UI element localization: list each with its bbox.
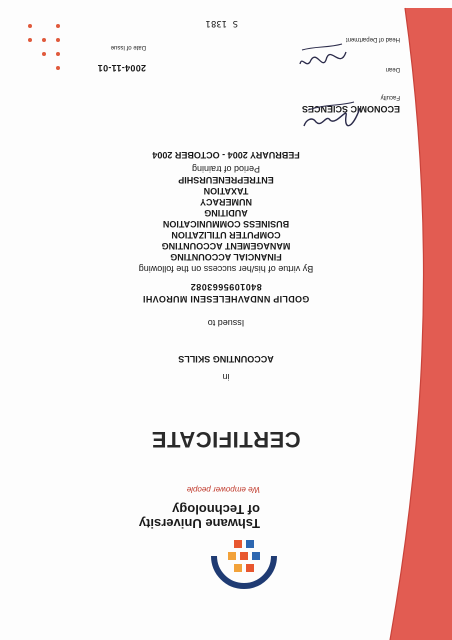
id-number: 8401095663082 <box>190 282 262 292</box>
date-of-issue-value: 2004-11-01 <box>97 63 146 73</box>
dot <box>42 52 46 56</box>
dot <box>56 38 60 42</box>
faculty-label: Faculty <box>380 94 400 100</box>
subjects-list <box>0 174 452 262</box>
subject-item: COMPUTER UTILIZATION <box>171 230 281 240</box>
subject-item: NUMERACY <box>200 197 253 207</box>
faculty-value: ECONOMIC SCIENCES <box>301 104 400 114</box>
university-name-line2: of Technology <box>172 502 260 517</box>
course-name: ACCOUNTING SKILLS <box>178 354 274 364</box>
dean-signature <box>300 96 366 136</box>
hod-signature <box>296 38 352 74</box>
subject-item: AUDITING <box>204 208 248 218</box>
in-label: in <box>222 372 230 382</box>
period-label: Period of training <box>191 164 261 174</box>
dot <box>56 66 60 70</box>
training-period: FEBRUARY 2004 - OCTOBER 2004 <box>152 150 300 160</box>
by-virtue-text: By virtue of his/her success on the following <box>138 264 314 274</box>
university-name-line1: Tshwane University <box>138 516 260 531</box>
subject-item: BUSINESS COMMUNICATION <box>162 219 290 229</box>
dot <box>56 24 60 28</box>
subject-item: TAXATION <box>203 186 249 196</box>
subject-item: FINANCIAL ACCOUNTING <box>170 252 282 262</box>
recipient-name: GODLIP NNDAVHELESENI MUROVHI <box>142 294 310 304</box>
university-name <box>139 502 260 530</box>
decorative-dots <box>20 20 60 70</box>
head-of-department-label: Head of Department <box>345 36 400 42</box>
subject-item: ENTREPRENEURSHIP <box>178 175 274 185</box>
dean-label: Dean <box>385 66 400 72</box>
dot <box>28 24 32 28</box>
date-of-issue-label: Date of Issue <box>110 44 146 50</box>
subject-item: MANAGEMENT ACCOUNTING <box>161 241 291 251</box>
certificate-title: CERTIFICATE <box>151 427 301 452</box>
serial-number: S 1381 <box>205 18 238 28</box>
dot <box>28 38 32 42</box>
dot <box>56 52 60 56</box>
dot <box>42 38 46 42</box>
university-tagline: We empower people <box>186 485 260 494</box>
issued-to-label: Issued to <box>207 318 245 328</box>
university-logo <box>204 524 284 594</box>
